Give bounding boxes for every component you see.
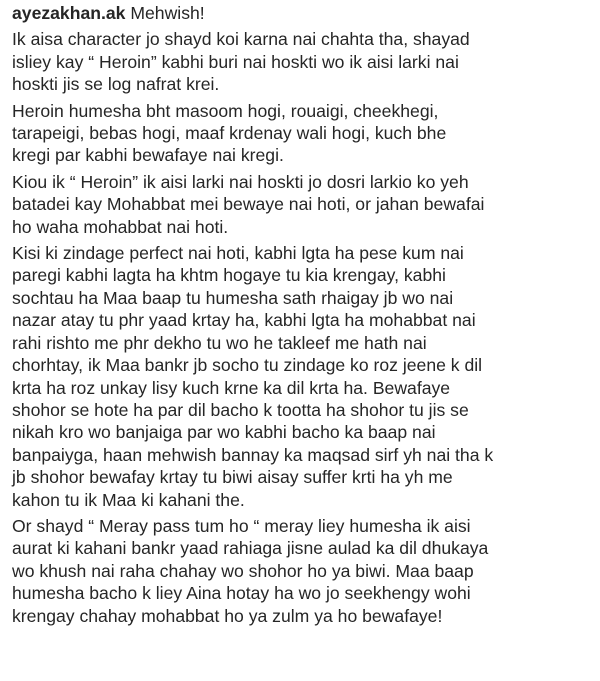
text-line: Heroin humesha bht masoom hogi, rouaigi, cheekhegi,: [12, 100, 439, 121]
text-line: wo khush nai raha chahay wo shohor ho ya biwi. Maa baap: [12, 560, 474, 581]
comment-caption: [12, 2, 592, 627]
text-line: jb shohor bewafay krtay tu biwi aisay suffer krti ha yh me: [12, 467, 453, 488]
comment-paragraph-4: [12, 238, 592, 511]
text-line: tarapeigi, bebas hogi, maaf krdenay wali hogi, kuch bhe: [12, 123, 447, 144]
text-line: krta ha roz unkay lisy kuch krne ka dil krta ha. Bewafaye: [12, 377, 451, 398]
text-line: krengay chahay mohabbat ho ya zulm ya ho bewafaye!: [12, 605, 443, 626]
text-line: batadei kay Mohabbat mei bewaye nai hoti, or jahan bewafai: [12, 194, 485, 215]
text-line: isliey kay “ Heroin” kabhi buri nai hoskti wo ik aisi larki nai: [12, 51, 459, 72]
mention-text: Mehwish!: [130, 3, 205, 23]
text-line: Kiou ik “ Heroin” ik aisi larki nai hoskti jo dosri larkio ko yeh: [12, 171, 469, 192]
text-line: rahi rishto me phr dekho tu wo he takleef me hath nai: [12, 332, 427, 353]
text-line: paregi kabhi lagta ha khtm hogaye tu kia krengay, kabhi: [12, 265, 446, 286]
text-line: nikah kro wo banjaiga par wo kabhi bacho ka baap nai: [12, 422, 436, 443]
comment-paragraph-2: [12, 96, 592, 167]
comment-paragraph-1: [12, 24, 592, 95]
text-line: kregi par kabhi bewafaye nai kregi.: [12, 145, 284, 166]
text-line: Ik aisa character jo shayd koi karna nai chahta tha, shayad: [12, 29, 470, 50]
text-line: humesha bacho k liey Aina hotay ha wo jo seekhengy wohi: [12, 583, 471, 604]
comment-paragraph-5: [12, 511, 592, 627]
comment-header-line: [12, 2, 592, 24]
text-line: Kisi ki zindage perfect nai hoti, kabhi lgta ha pese kum nai: [12, 243, 464, 264]
text-line: shohor se hote ha par dil bacho k tootta ha shohor tu jis se: [12, 399, 469, 420]
text-line: Or shayd “ Meray pass tum ho “ meray liey humesha ik aisi: [12, 515, 471, 536]
text-line: banpaiyga, haan mehwish bannay ka maqsad sirf yh nai tha k: [12, 444, 494, 465]
username-link[interactable]: ayezakhan.ak: [12, 3, 126, 23]
text-line: chorhtay, ik Maa bankr jb socho tu zindage ko roz jeene k dil: [12, 355, 483, 376]
comment-paragraph-3: [12, 167, 592, 238]
text-line: ho waha mohabbat nai hoti.: [12, 216, 229, 237]
text-line: kahon tu ik Maa ki kahani the.: [12, 489, 245, 510]
text-line: hoskti jis se log nafrat krei.: [12, 74, 220, 95]
text-line: sochtau ha Maa baap tu humesha sath rhaigay jb wo nai: [12, 287, 454, 308]
text-line: aurat ki kahani bankr yaad rahiaga jisne aulad ka dil dhukaya: [12, 538, 489, 559]
text-line: nazar atay tu phr yaad krtay ha, kabhi lgta ha mohabbat nai: [12, 310, 476, 331]
